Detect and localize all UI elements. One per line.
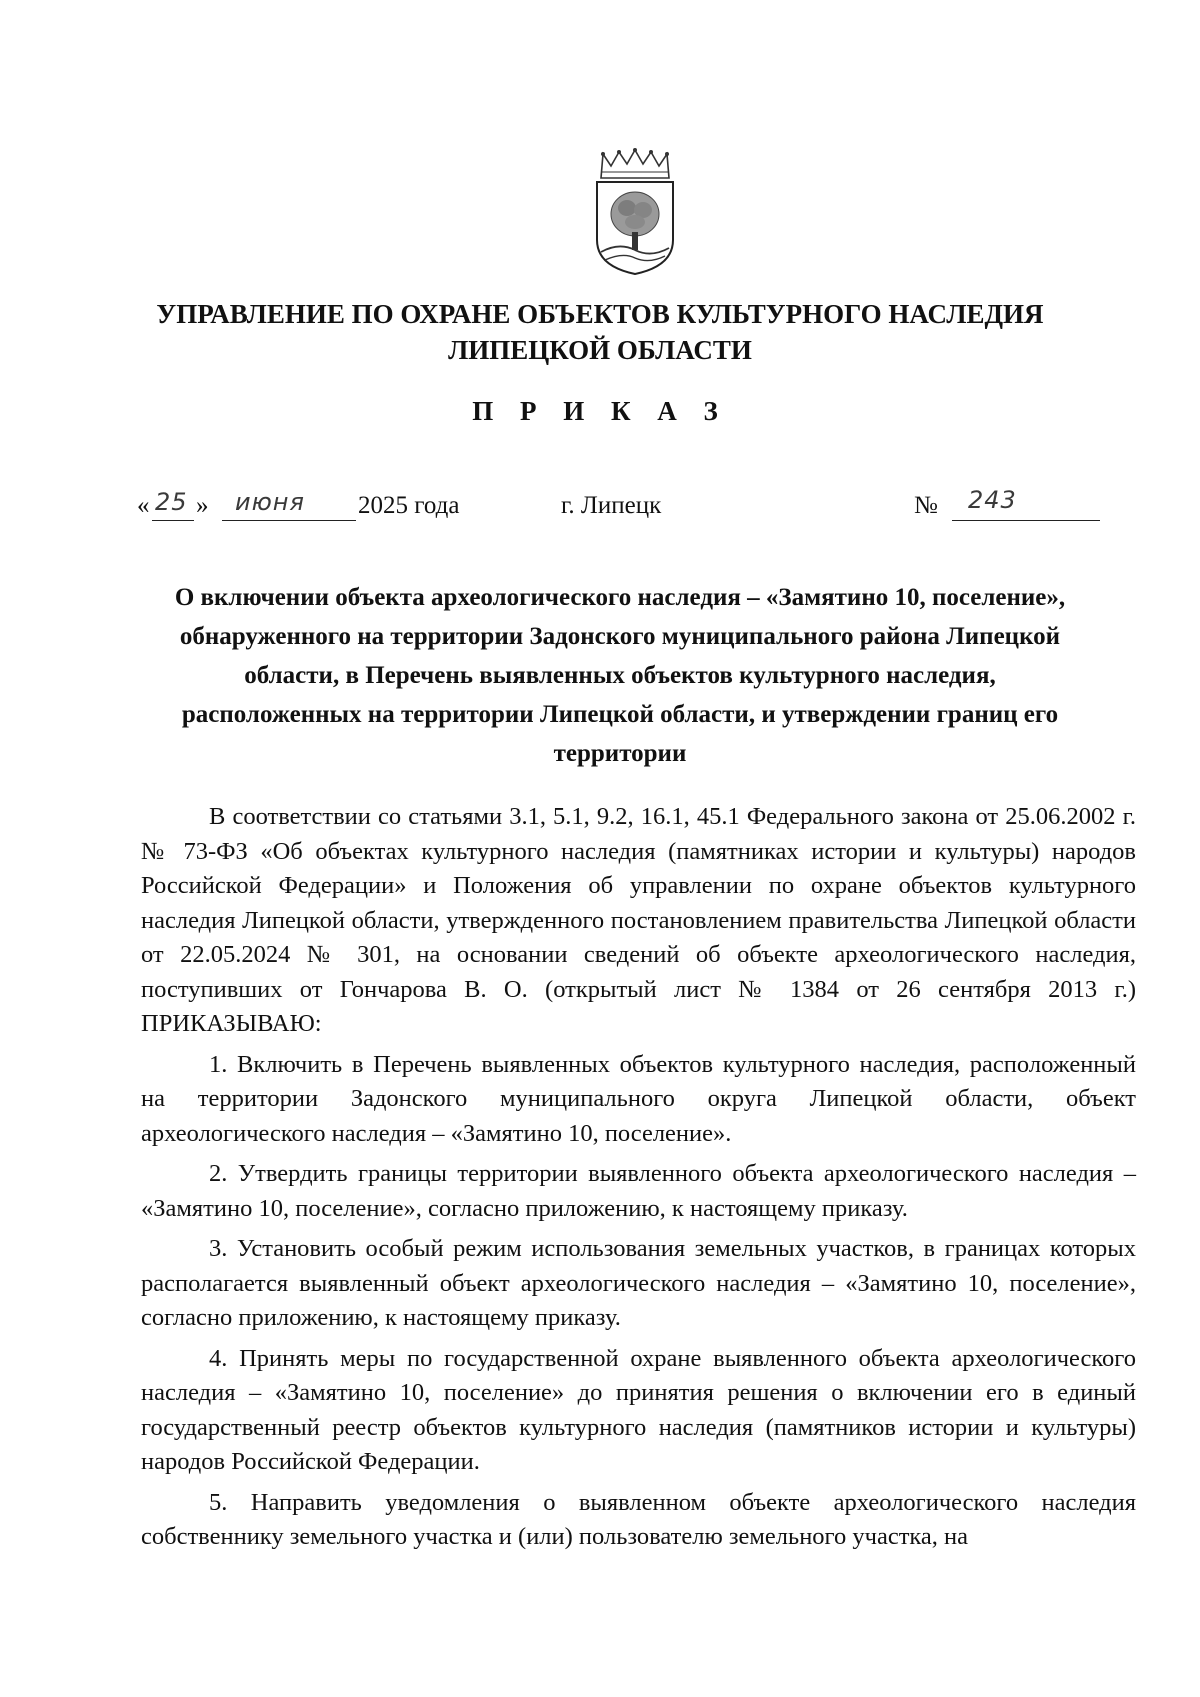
- preamble-paragraph: В соответствии со статьями 3.1, 5.1, 9.2, 16.1, 45.1 Федерального закона от 25.06.2002 г. № 73-ФЗ «Об объектах культурного наследия (памятниках истории и культуры) народов Российской Федерации» и Положения об управлении по охране объектов культурного наследия Липецкой области, утвержденного постановлением правительства Липецкой области от 22.05.2024 № 301, на основании сведений об объекте археологического наследия, поступивших от Гончарова В. О. (открытый лист № 1384 от 26 сентября 2013 г.) ПРИКАЗЫВАЮ:: [141, 803, 1136, 1037]
- handwritten-day: 25: [155, 488, 188, 516]
- month-underline: [222, 520, 356, 521]
- organization-name-line-1: УПРАВЛЕНИЕ ПО ОХРАНЕ ОБЪЕКТОВ КУЛЬТУРНОГО НАСЛЕДИЯ: [156, 299, 1044, 329]
- organization-name-line-2: ЛИПЕЦКОЙ ОБЛАСТИ: [448, 335, 752, 365]
- order-title-line-4: расположенных на территории Липецкой области, и утверждении границ его: [181, 701, 1059, 728]
- handwritten-month: июня: [235, 488, 305, 516]
- order-item-4: 4. Принять меры по государственной охране выявленного объекта археологического наследия – «Замятино 10, поселение» до принятия решения о включении его в единый государственный реестр объектов культурного наследия (памятников истории и культуры) народов Российской Федерации.: [141, 1344, 1136, 1475]
- order-title-line-3: области, в Перечень выявленных объектов культурного наследия,: [244, 662, 996, 689]
- order-title-line-5: территории: [553, 740, 687, 767]
- order-item-3: 3. Установить особый режим использования земельных участков, в границах которых располагается выявленный объект археологического наследия – «Замятино 10, поселение», согласно приложению, к настоящему приказу.: [141, 1235, 1136, 1331]
- organization-name: [100, 296, 1100, 368]
- day-underline: [152, 520, 194, 521]
- date-city-number-line: [0, 486, 1200, 526]
- year-text: 2025 года: [358, 492, 460, 519]
- number-label: №: [914, 492, 938, 519]
- close-quote: »: [196, 492, 209, 519]
- order-title: [140, 578, 1100, 773]
- handwritten-number: 243: [968, 486, 1017, 514]
- number-underline: [952, 520, 1100, 521]
- order-item-1: 1. Включить в Перечень выявленных объектов культурного наследия, расположенный на территории Задонского муниципального округа Липецкой области, объект археологического наследия – «Замятино 10, поселение».: [141, 1050, 1136, 1147]
- document-type-heading: П Р И К А З: [472, 396, 728, 426]
- city-name: г. Липецк: [561, 492, 662, 519]
- open-quote: «: [137, 492, 150, 519]
- order-body: [141, 800, 1136, 1561]
- order-item-5: 5. Направить уведомления о выявленном объекте археологического наследия собственнику земельного участка и (или) пользователю земельного участка, на: [141, 1488, 1136, 1550]
- order-title-line-2: обнаруженного на территории Задонского муниципального района Липецкой: [179, 623, 1061, 650]
- order-item-2: 2. Утвердить границы территории выявленного объекта археологического наследия – «Замятино 10, поселение», согласно приложению, к настоящему приказу.: [141, 1160, 1136, 1222]
- order-title-line-1: О включении объекта археологического наследия – «Замятино 10, поселение»,: [174, 584, 1066, 611]
- coat-of-arms-emblem: [583, 148, 687, 276]
